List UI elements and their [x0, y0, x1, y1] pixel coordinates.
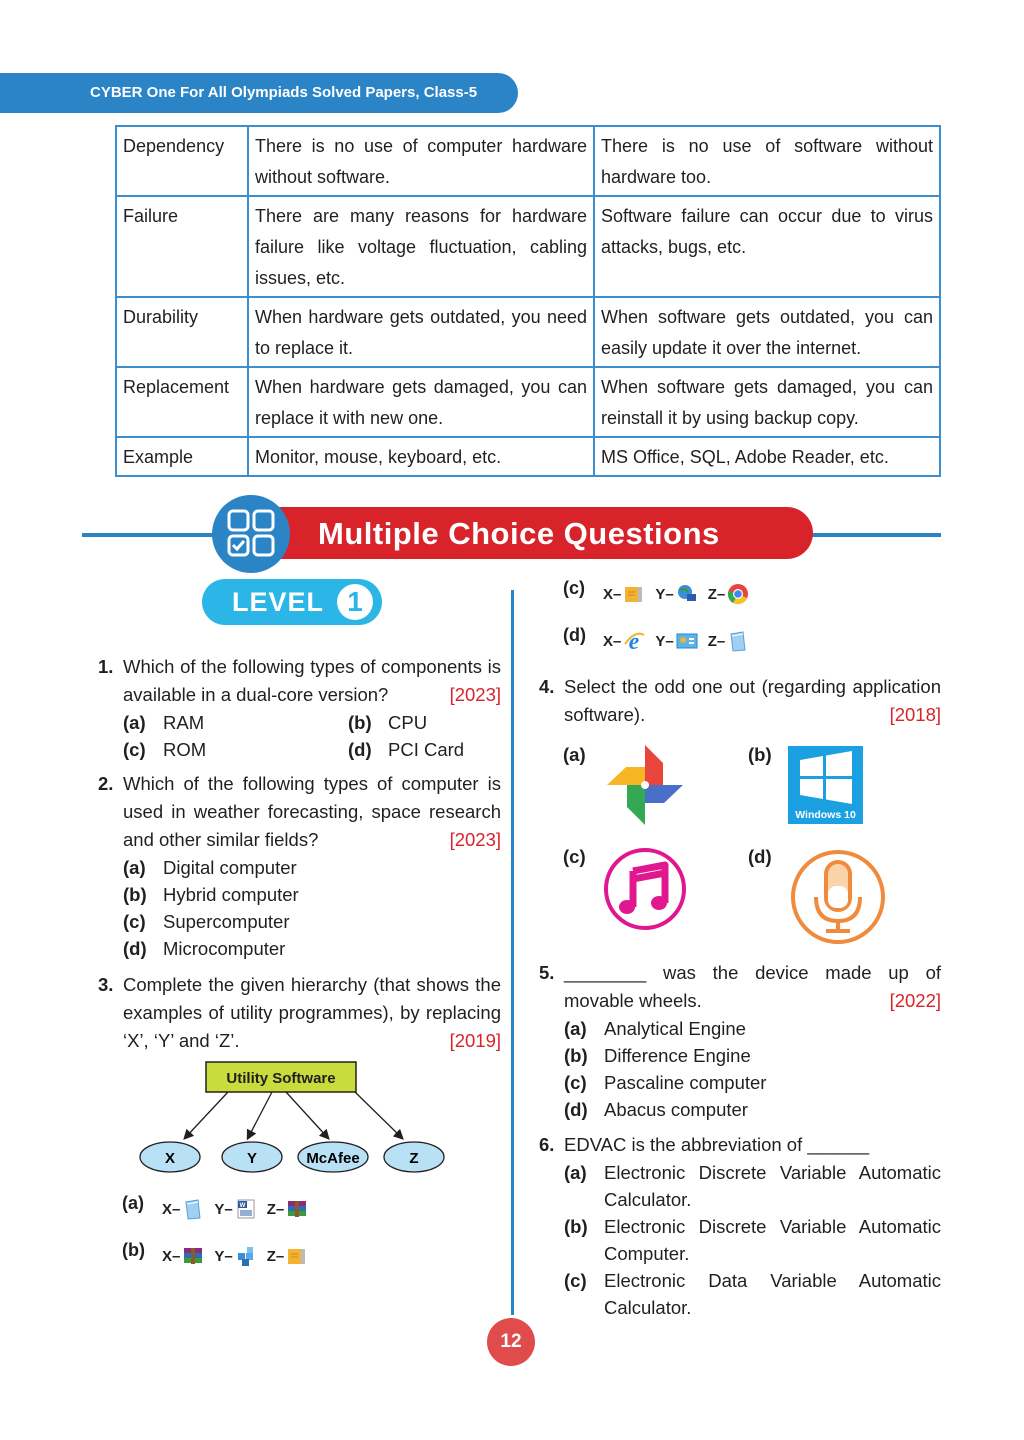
option-key: X– [162, 1200, 181, 1218]
hardware-software-comparison-table [115, 125, 941, 477]
question-2 [98, 770, 501, 962]
option-text: Digital computer [163, 857, 297, 878]
diagram-node-label: McAfee [306, 1150, 360, 1167]
option-c[interactable] [98, 908, 501, 935]
utility-software-hierarchy-diagram [130, 1058, 460, 1178]
option-text: Supercomputer [163, 911, 290, 932]
book-header-bar [0, 73, 518, 113]
option-text: Electronic Discrete Variable Automatic Computer. [604, 1216, 941, 1264]
question-text: was the device made up of movable wheels. [564, 962, 941, 1011]
option-label: (b) [748, 744, 772, 765]
option-label: (d) [563, 624, 586, 645]
option-key: Y– [655, 585, 674, 603]
option-d[interactable] [98, 935, 501, 962]
word-document-icon [235, 1198, 257, 1220]
svg-text:W: W [239, 1203, 246, 1209]
option-text: Pascaline computer [604, 1072, 767, 1093]
registry-cubes-icon [235, 1245, 257, 1267]
option-d[interactable] [563, 624, 759, 652]
table-cell-software: When software gets damaged, you can reinstall it by using backup copy. [594, 367, 940, 437]
notepad-icon [727, 630, 749, 652]
option-text: Electronic Discrete Variable Automatic Calculator. [604, 1162, 941, 1210]
table-cell-software: MS Office, SQL, Adobe Reader, etc. [594, 437, 940, 476]
question-5 [539, 959, 941, 1123]
option-c[interactable] [563, 846, 586, 868]
zip-folder-icon [286, 1245, 308, 1267]
option-text: Microcomputer [163, 938, 286, 959]
network-globe-icon [676, 583, 698, 605]
question-year: [2023] [449, 829, 501, 850]
section-divider-left [82, 533, 222, 537]
section-divider-right [800, 533, 941, 537]
question-text: Which of the following types of computer is used in weather forecasting, space research and other similar fields? [123, 773, 501, 850]
question-text: EDVAC is the abbreviation of ______ [564, 1134, 870, 1155]
diagram-arrow [248, 1092, 272, 1138]
option-text: Hybrid computer [163, 884, 299, 905]
option-label: (a) [122, 1192, 144, 1213]
diagram-node-label: X [164, 1150, 176, 1167]
checklist-icon [212, 495, 290, 573]
option-key: Z– [266, 1200, 285, 1218]
option-a[interactable] [122, 1192, 318, 1220]
table-cell-hardware: Monitor, mouse, keyboard, etc. [248, 437, 594, 476]
diagram-arrow [185, 1092, 228, 1138]
option-label: (b) [564, 1216, 588, 1237]
internet-explorer-icon [623, 630, 645, 652]
option-b[interactable] [348, 709, 427, 736]
table-cell-aspect: Dependency [116, 126, 248, 196]
column-divider [511, 590, 514, 1315]
option-label: (a) [123, 857, 146, 878]
table-row [116, 437, 940, 476]
music-note-icon[interactable] [603, 847, 687, 931]
table-cell-aspect: Durability [116, 297, 248, 367]
option-key: X– [603, 632, 622, 650]
option-text: Difference Engine [604, 1045, 751, 1066]
option-c[interactable] [563, 577, 759, 605]
section-title: Multiple Choice Questions [318, 516, 720, 551]
question-year: [2023] [449, 684, 501, 705]
question-year: [2018] [889, 704, 941, 725]
microphone-icon[interactable] [788, 849, 888, 945]
level-label: LEVEL [232, 587, 325, 617]
table-row [116, 297, 940, 367]
table-cell-software: There is no use of software without hardware too. [594, 126, 940, 196]
option-key: Y– [214, 1200, 233, 1218]
question-1 [98, 653, 501, 763]
question-text: Complete the given hierarchy (that shows the examples of utility programmes), by replacing ‘X’, ‘Y’ and ‘Z’. [123, 974, 501, 1051]
option-c[interactable] [539, 1267, 941, 1321]
windows-10-caption: Windows 10 [795, 809, 856, 821]
question-4 [539, 673, 941, 729]
option-b[interactable] [98, 881, 501, 908]
table-row [116, 126, 940, 196]
level-number: 1 [337, 584, 373, 620]
option-b[interactable] [539, 1042, 941, 1069]
question-number: 5. [539, 962, 555, 983]
zip-folder-icon [623, 583, 645, 605]
option-key: Y– [214, 1247, 233, 1265]
option-label: (c) [564, 1072, 587, 1093]
option-b[interactable] [122, 1239, 318, 1267]
option-text: CPU [388, 712, 428, 733]
option-label: (c) [123, 911, 146, 932]
option-label: (c) [563, 846, 586, 867]
question-number: 3. [98, 974, 114, 995]
diagram-root-label: Utility Software [226, 1070, 336, 1087]
question-number: 2. [98, 773, 114, 794]
diagram-arrow [286, 1092, 328, 1138]
option-key: X– [162, 1247, 181, 1265]
question-year: [2022] [889, 990, 941, 1011]
table-cell-software: Software failure can occur due to virus attacks, bugs, etc. [594, 196, 940, 297]
option-label: (b) [123, 884, 147, 905]
diagram-arrow [355, 1092, 402, 1138]
table-row [116, 367, 940, 437]
option-key: Y– [655, 632, 674, 650]
table-row [116, 196, 940, 297]
question-number: 4. [539, 676, 555, 697]
option-text: Electronic Data Variable Automatic Calculator. [604, 1270, 941, 1318]
table-cell-aspect: Replacement [116, 367, 248, 437]
question-year: [2019] [449, 1030, 501, 1051]
table-cell-aspect: Example [116, 437, 248, 476]
option-a[interactable] [98, 709, 348, 736]
option-label: (a) [563, 744, 586, 765]
table-cell-aspect: Failure [116, 196, 248, 297]
option-a[interactable] [539, 1159, 941, 1213]
book-title: CYBER One For All Olympiads Solved Papers, Class-5 [90, 84, 478, 101]
option-label: (b) [122, 1239, 145, 1260]
table-cell-hardware: There are many reasons for hardware failure like voltage fluctuation, cabling issues, etc. [248, 196, 594, 297]
table-cell-hardware: There is no use of computer hardware without software. [248, 126, 594, 196]
option-label: (b) [348, 712, 372, 733]
option-c[interactable] [98, 736, 348, 763]
notepad-icon [182, 1198, 204, 1220]
option-text: PCI Card [388, 739, 465, 760]
option-text: Abacus computer [604, 1099, 748, 1120]
option-c[interactable] [539, 1069, 941, 1096]
option-d[interactable] [348, 736, 464, 763]
option-label: (d) [348, 739, 372, 760]
table-cell-hardware: When hardware gets damaged, you can replace it with new one. [248, 367, 594, 437]
option-label: (c) [123, 739, 146, 760]
option-text: RAM [163, 712, 205, 733]
table-cell-software: When software gets outdated, you can easily update it over the internet. [594, 297, 940, 367]
fill-in-blank: ________ [564, 962, 647, 983]
control-panel-icon [676, 630, 698, 652]
winrar-icon [286, 1198, 308, 1220]
option-key: X– [603, 585, 622, 603]
windows-10-logo-icon[interactable] [788, 746, 863, 824]
option-label: (d) [564, 1099, 588, 1120]
option-key: Z– [707, 632, 726, 650]
question-6 [539, 1131, 941, 1321]
google-photos-icon[interactable] [606, 745, 684, 825]
question-text: Which of the following types of components is available in a dual-core version? [123, 656, 501, 705]
option-d[interactable] [748, 846, 772, 868]
chrome-icon [727, 583, 749, 605]
option-label: (d) [748, 846, 772, 867]
table-cell-hardware: When hardware gets outdated, you need to replace it. [248, 297, 594, 367]
svg-text:e: e [629, 630, 640, 652]
option-text: Analytical Engine [604, 1018, 746, 1039]
option-label: (a) [564, 1162, 587, 1183]
option-label: (c) [563, 577, 585, 598]
option-label: (a) [564, 1018, 587, 1039]
question-number: 6. [539, 1134, 555, 1155]
option-a[interactable] [563, 744, 586, 766]
option-b[interactable] [748, 744, 772, 766]
question-3 [98, 971, 501, 1055]
question-text: Select the odd one out (regarding application software). [564, 676, 941, 725]
option-a[interactable] [98, 854, 501, 881]
option-a[interactable] [539, 1015, 941, 1042]
diagram-node-label: Z [409, 1150, 419, 1167]
option-b[interactable] [539, 1213, 941, 1267]
diagram-node-label: Y [246, 1150, 258, 1167]
option-d[interactable] [539, 1096, 941, 1123]
option-label: (c) [564, 1270, 587, 1291]
option-label: (d) [123, 938, 147, 959]
option-key: Z– [266, 1247, 285, 1265]
option-key: Z– [707, 585, 726, 603]
option-text: ROM [163, 739, 207, 760]
question-number: 1. [98, 656, 114, 677]
option-label: (b) [564, 1045, 588, 1066]
page-number: 12 [487, 1318, 535, 1366]
winrar-icon [182, 1245, 204, 1267]
option-label: (a) [123, 712, 146, 733]
